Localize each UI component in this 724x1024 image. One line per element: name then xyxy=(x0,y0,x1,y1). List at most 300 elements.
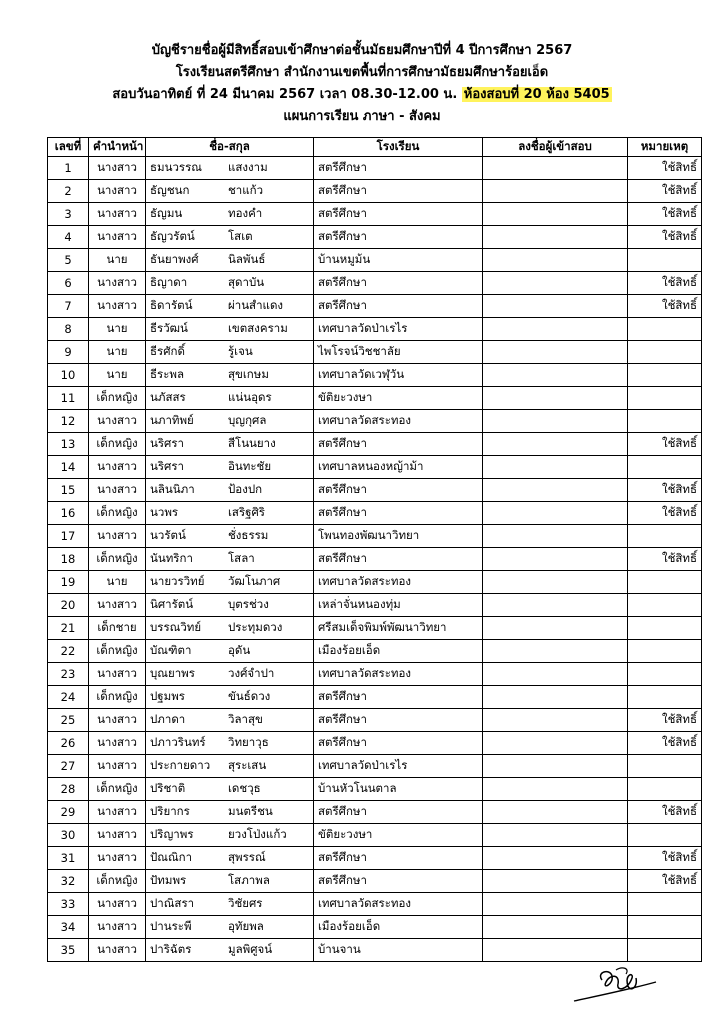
last-name: แน่นอุดร xyxy=(228,390,272,404)
title-line-1: บัญชีรายชื่อผู้มีสิทธิ์สอบเข้าศึกษาต่อชั้นมัธยมศึกษาปีที่ 4 ปีการศึกษา 2567 xyxy=(151,43,573,58)
cell-name xyxy=(146,893,314,916)
cell-name xyxy=(146,686,314,709)
candidate-table xyxy=(47,137,702,962)
cell-signature xyxy=(483,594,628,617)
table-row xyxy=(48,916,702,939)
cell-school: เทศบาลวัดป่าเรไร xyxy=(314,755,483,778)
cell-signature xyxy=(483,801,628,824)
table-row xyxy=(48,295,702,318)
cell-school: เทศบาลวัดป่าเรไร xyxy=(314,318,483,341)
cell-prefix: นาย xyxy=(89,249,146,272)
cell-number: 23 xyxy=(48,663,89,686)
cell-prefix: นางสาว xyxy=(89,939,146,962)
cell-prefix: นางสาว xyxy=(89,893,146,916)
col-header-number: เลขที่ xyxy=(48,138,89,157)
table-row xyxy=(48,893,702,916)
last-name: ป้องปก xyxy=(228,482,263,496)
cell-note xyxy=(628,318,702,341)
last-name: สุระเสน xyxy=(228,758,267,772)
first-name: ปฐมพร xyxy=(150,689,185,703)
cell-signature xyxy=(483,180,628,203)
cell-name xyxy=(146,778,314,801)
cell-number: 18 xyxy=(48,548,89,571)
cell-school: สตรีศึกษา xyxy=(314,295,483,318)
cell-prefix: เด็กหญิง xyxy=(89,433,146,456)
cell-number: 21 xyxy=(48,617,89,640)
cell-school: บ้านจาน xyxy=(314,939,483,962)
col-header-signature: ลงชื่อผู้เข้าสอบ xyxy=(483,138,628,157)
cell-number: 30 xyxy=(48,824,89,847)
cell-school: สตรีศึกษา xyxy=(314,203,483,226)
cell-number: 6 xyxy=(48,272,89,295)
table-row xyxy=(48,410,702,433)
first-name: นวรัตน์ xyxy=(150,528,186,542)
cell-prefix: นางสาว xyxy=(89,456,146,479)
cell-number: 14 xyxy=(48,456,89,479)
cell-name xyxy=(146,180,314,203)
cell-number: 20 xyxy=(48,594,89,617)
first-name: นภาทิพย์ xyxy=(150,413,194,427)
cell-note xyxy=(628,663,702,686)
last-name: บุตรช่วง xyxy=(228,597,269,611)
last-name: ยวงโป่งแก้ว xyxy=(228,827,287,841)
first-name: ธีระพล xyxy=(150,367,185,381)
cell-school: สตรีศึกษา xyxy=(314,479,483,502)
cell-number: 35 xyxy=(48,939,89,962)
cell-name xyxy=(146,364,314,387)
exam-date-text: สอบวันอาทิตย์ ที่ 24 มีนาคม 2567 เวลา 08.30-12.00 น. xyxy=(112,87,458,102)
cell-note xyxy=(628,364,702,387)
table-row xyxy=(48,732,702,755)
cell-name xyxy=(146,571,314,594)
cell-number: 32 xyxy=(48,870,89,893)
cell-note xyxy=(628,778,702,801)
cell-note xyxy=(628,456,702,479)
cell-prefix: เด็กหญิง xyxy=(89,778,146,801)
cell-signature xyxy=(483,341,628,364)
cell-note: ใช้สิทธิ์ xyxy=(628,203,702,226)
last-name: โสลา xyxy=(228,551,255,565)
cell-school: สตรีศึกษา xyxy=(314,226,483,249)
cell-prefix: นาย xyxy=(89,318,146,341)
cell-number: 8 xyxy=(48,318,89,341)
last-name: เสริฐศิริ xyxy=(228,505,265,519)
table-row xyxy=(48,870,702,893)
cell-number: 29 xyxy=(48,801,89,824)
cell-name xyxy=(146,594,314,617)
table-row xyxy=(48,594,702,617)
cell-note xyxy=(628,571,702,594)
cell-school: เมืองร้อยเอ็ด xyxy=(314,640,483,663)
cell-note: ใช้สิทธิ์ xyxy=(628,157,702,180)
table-row xyxy=(48,180,702,203)
cell-number: 19 xyxy=(48,571,89,594)
cell-school: สตรีศึกษา xyxy=(314,502,483,525)
first-name: ปริยากร xyxy=(150,804,190,818)
cell-signature xyxy=(483,387,628,410)
cell-signature xyxy=(483,778,628,801)
cell-school: เทศบาลวัดสระทอง xyxy=(314,663,483,686)
cell-name xyxy=(146,410,314,433)
cell-school: บ้านหมูม้น xyxy=(314,249,483,272)
cell-number: 9 xyxy=(48,341,89,364)
first-name: นลินนิภา xyxy=(150,482,195,496)
last-name: สุขเกษม xyxy=(228,367,269,381)
table-row xyxy=(48,479,702,502)
last-name: แสงงาม xyxy=(228,160,268,174)
cell-school: สตรีศึกษา xyxy=(314,709,483,732)
cell-school: เทศบาลวัดสระทอง xyxy=(314,410,483,433)
cell-signature xyxy=(483,502,628,525)
cell-prefix: นางสาว xyxy=(89,525,146,548)
table-row xyxy=(48,824,702,847)
cell-signature xyxy=(483,824,628,847)
cell-signature xyxy=(483,548,628,571)
cell-note: ใช้สิทธิ์ xyxy=(628,870,702,893)
cell-note: ใช้สิทธิ์ xyxy=(628,847,702,870)
first-name: ธิดารัตน์ xyxy=(150,298,193,312)
first-name: นริศรา xyxy=(150,459,184,473)
first-name: ธีรวัฒน์ xyxy=(150,321,188,335)
last-name: บุญกุศล xyxy=(228,413,267,427)
cell-number: 2 xyxy=(48,180,89,203)
col-header-prefix: คำนำหน้า xyxy=(89,138,146,157)
cell-prefix: นางสาว xyxy=(89,157,146,180)
cell-signature xyxy=(483,640,628,663)
cell-number: 24 xyxy=(48,686,89,709)
cell-school: สตรีศึกษา xyxy=(314,157,483,180)
last-name: สีโนนยาง xyxy=(228,436,276,450)
first-name: ประกายดาว xyxy=(150,758,211,772)
table-row xyxy=(48,847,702,870)
cell-prefix: นางสาว xyxy=(89,824,146,847)
last-name: วงศ์จำปา xyxy=(228,666,275,680)
first-name: บัณฑิตา xyxy=(150,643,192,657)
cell-signature xyxy=(483,203,628,226)
cell-prefix: นาย xyxy=(89,571,146,594)
cell-note: ใช้สิทธิ์ xyxy=(628,502,702,525)
last-name: สุดาบัน xyxy=(228,275,265,289)
cell-number: 3 xyxy=(48,203,89,226)
table-row xyxy=(48,571,702,594)
cell-signature xyxy=(483,709,628,732)
cell-signature xyxy=(483,939,628,962)
cell-name xyxy=(146,456,314,479)
cell-prefix: นางสาว xyxy=(89,479,146,502)
last-name: รู้เจน xyxy=(228,344,253,358)
cell-school: สตรีศึกษา xyxy=(314,732,483,755)
cell-prefix: นาย xyxy=(89,364,146,387)
table-row xyxy=(48,387,702,410)
first-name: ปัทมพร xyxy=(150,873,187,887)
last-name: โสเต xyxy=(228,229,253,243)
cell-note: ใช้สิทธิ์ xyxy=(628,709,702,732)
last-name: ชั่งธรรม xyxy=(228,528,269,542)
cell-school: สตรีศึกษา xyxy=(314,272,483,295)
first-name: ปภาวรินทร์ xyxy=(150,735,206,749)
cell-signature xyxy=(483,847,628,870)
first-name: ปาณิสรา xyxy=(150,896,195,910)
cell-note xyxy=(628,893,702,916)
cell-name xyxy=(146,916,314,939)
cell-name xyxy=(146,870,314,893)
last-name: สุพรรณ์ xyxy=(228,850,266,864)
cell-note: ใช้สิทธิ์ xyxy=(628,479,702,502)
cell-name xyxy=(146,617,314,640)
cell-number: 15 xyxy=(48,479,89,502)
table-row xyxy=(48,939,702,962)
title-line-2: โรงเรียนสตรีศึกษา สำนักงานเขตพื้นที่การศึกษามัธยมศึกษาร้อยเอ็ด xyxy=(175,65,549,80)
cell-signature xyxy=(483,916,628,939)
cell-note: ใช้สิทธิ์ xyxy=(628,801,702,824)
cell-prefix: นางสาว xyxy=(89,594,146,617)
last-name: วิลาสุข xyxy=(228,712,263,726)
last-name: วิชัยศร xyxy=(228,896,263,910)
cell-number: 12 xyxy=(48,410,89,433)
cell-note xyxy=(628,341,702,364)
last-name: นิลพันธ์ xyxy=(228,252,266,266)
table-row xyxy=(48,617,702,640)
first-name: บุณยาพร xyxy=(150,666,195,680)
cell-signature xyxy=(483,755,628,778)
col-header-note: หมายเหตุ xyxy=(628,138,702,157)
cell-prefix: เด็กหญิง xyxy=(89,502,146,525)
cell-name xyxy=(146,295,314,318)
cell-note xyxy=(628,249,702,272)
first-name: ธัญชนก xyxy=(150,183,190,197)
cell-note xyxy=(628,755,702,778)
cell-signature xyxy=(483,893,628,916)
cell-prefix: เด็กหญิง xyxy=(89,870,146,893)
study-plan-line: แผนการเรียน ภาษา - สังคม xyxy=(283,109,441,124)
cell-prefix: นางสาว xyxy=(89,801,146,824)
table-body xyxy=(48,157,702,962)
cell-note: ใช้สิทธิ์ xyxy=(628,272,702,295)
cell-note: ใช้สิทธิ์ xyxy=(628,548,702,571)
table-row xyxy=(48,525,702,548)
cell-number: 5 xyxy=(48,249,89,272)
cell-prefix: นางสาว xyxy=(89,709,146,732)
cell-prefix: นางสาว xyxy=(89,272,146,295)
cell-number: 13 xyxy=(48,433,89,456)
cell-signature xyxy=(483,272,628,295)
cell-signature xyxy=(483,226,628,249)
cell-name xyxy=(146,433,314,456)
first-name: ธีรศักดิ์ xyxy=(150,344,185,358)
first-name: นันทริกา xyxy=(150,551,193,565)
table-row xyxy=(48,272,702,295)
cell-signature xyxy=(483,686,628,709)
cell-number: 31 xyxy=(48,847,89,870)
table-row xyxy=(48,456,702,479)
first-name: ธิญาดา xyxy=(150,275,188,289)
cell-number: 28 xyxy=(48,778,89,801)
cell-school: ขัติยะวงษา xyxy=(314,387,483,410)
first-name: นริศรา xyxy=(150,436,184,450)
cell-prefix: เด็กหญิง xyxy=(89,387,146,410)
cell-note: ใช้สิทธิ์ xyxy=(628,180,702,203)
table-row xyxy=(48,663,702,686)
cell-name xyxy=(146,226,314,249)
cell-number: 26 xyxy=(48,732,89,755)
table-row xyxy=(48,502,702,525)
cell-prefix: เด็กชาย xyxy=(89,617,146,640)
last-name: มูลพิศูจน์ xyxy=(228,942,273,956)
table-row xyxy=(48,548,702,571)
cell-name xyxy=(146,732,314,755)
cell-number: 10 xyxy=(48,364,89,387)
cell-signature xyxy=(483,571,628,594)
cell-prefix: นางสาว xyxy=(89,755,146,778)
table-row xyxy=(48,686,702,709)
first-name: ปัณณิกา xyxy=(150,850,193,864)
cell-prefix: เด็กหญิง xyxy=(89,686,146,709)
cell-school: เทศบาลหนองหญ้าม้า xyxy=(314,456,483,479)
cell-signature xyxy=(483,617,628,640)
last-name: เดชวุธ xyxy=(228,781,261,795)
last-name: ชาแก้ว xyxy=(228,183,264,197)
last-name: อุดัน xyxy=(228,643,251,657)
cell-name xyxy=(146,939,314,962)
table-row xyxy=(48,341,702,364)
cell-name xyxy=(146,640,314,663)
cell-note xyxy=(628,617,702,640)
cell-note xyxy=(628,939,702,962)
cell-number: 33 xyxy=(48,893,89,916)
cell-number: 27 xyxy=(48,755,89,778)
first-name: ธันยาพงศ์ xyxy=(150,252,199,266)
cell-school: เทศบาลวัดสระทอง xyxy=(314,893,483,916)
cell-name xyxy=(146,387,314,410)
table-row xyxy=(48,364,702,387)
last-name: ประทุมดวง xyxy=(228,620,283,634)
cell-name xyxy=(146,272,314,295)
cell-note: ใช้สิทธิ์ xyxy=(628,732,702,755)
exam-date-line xyxy=(0,84,724,106)
first-name: นิศารัตน์ xyxy=(150,597,194,611)
cell-school: สตรีศึกษา xyxy=(314,180,483,203)
cell-number: 1 xyxy=(48,157,89,180)
cell-school: ศรีสมเด็จพิมพ์พัฒนาวิทยา xyxy=(314,617,483,640)
cell-note xyxy=(628,640,702,663)
cell-number: 4 xyxy=(48,226,89,249)
col-header-school: โรงเรียน xyxy=(314,138,483,157)
cell-name xyxy=(146,479,314,502)
cell-signature xyxy=(483,157,628,180)
first-name: ธัญมน xyxy=(150,206,183,220)
cell-school: สตรีศึกษา xyxy=(314,870,483,893)
cell-note: ใช้สิทธิ์ xyxy=(628,433,702,456)
cell-name xyxy=(146,203,314,226)
cell-signature xyxy=(483,663,628,686)
document-header xyxy=(0,40,724,128)
table-row xyxy=(48,157,702,180)
cell-school: บ้านหัวโนนตาล xyxy=(314,778,483,801)
first-name: ธัญวรัตน์ xyxy=(150,229,195,243)
table-row xyxy=(48,778,702,801)
last-name: ขันธ์ดวง xyxy=(228,689,271,703)
first-name: ปริชาติ xyxy=(150,781,186,795)
cell-name xyxy=(146,801,314,824)
cell-prefix: นางสาว xyxy=(89,203,146,226)
cell-school: ไพโรจน์วิชชาลัย xyxy=(314,341,483,364)
last-name: ทองคำ xyxy=(228,206,263,220)
cell-name xyxy=(146,249,314,272)
cell-signature xyxy=(483,295,628,318)
cell-note: ใช้สิทธิ์ xyxy=(628,226,702,249)
cell-note xyxy=(628,686,702,709)
cell-note xyxy=(628,916,702,939)
cell-note: ใช้สิทธิ์ xyxy=(628,295,702,318)
cell-school: เมืองร้อยเอ็ด xyxy=(314,916,483,939)
table-header-row xyxy=(48,138,702,157)
cell-prefix: นางสาว xyxy=(89,663,146,686)
first-name: ธมนวรรณ xyxy=(150,160,202,174)
last-name: มนตรีชน xyxy=(228,804,273,818)
cell-name xyxy=(146,548,314,571)
cell-school: เหล่าจั่นหนองทุ่ม xyxy=(314,594,483,617)
cell-name xyxy=(146,525,314,548)
cell-prefix: นางสาว xyxy=(89,916,146,939)
cell-number: 16 xyxy=(48,502,89,525)
cell-number: 22 xyxy=(48,640,89,663)
cell-prefix: นาย xyxy=(89,341,146,364)
first-name: ปภาดา xyxy=(150,712,186,726)
cell-signature xyxy=(483,364,628,387)
cell-signature xyxy=(483,456,628,479)
exam-room-highlight: ห้องสอบที่ 20 ห้อง 5405 xyxy=(463,87,610,102)
col-header-name: ชื่อ-สกุล xyxy=(146,138,314,157)
cell-prefix: นางสาว xyxy=(89,180,146,203)
cell-signature xyxy=(483,525,628,548)
cell-school: สตรีศึกษา xyxy=(314,686,483,709)
first-name: นภัสสร xyxy=(150,390,186,404)
cell-name xyxy=(146,157,314,180)
table-row xyxy=(48,640,702,663)
cell-prefix: นางสาว xyxy=(89,295,146,318)
cell-signature xyxy=(483,249,628,272)
cell-school: เทศบาลวัดเวฬุวัน xyxy=(314,364,483,387)
cell-school: ขัติยะวงษา xyxy=(314,824,483,847)
table-row xyxy=(48,318,702,341)
table-row xyxy=(48,203,702,226)
cell-note xyxy=(628,387,702,410)
last-name: ผ่านสำแดง xyxy=(228,298,284,312)
table-row xyxy=(48,801,702,824)
first-name: ปานระพี xyxy=(150,919,192,933)
last-name: วัฒโนภาศ xyxy=(228,574,281,588)
cell-name xyxy=(146,709,314,732)
cell-note xyxy=(628,594,702,617)
first-name: ปริญาพร xyxy=(150,827,194,841)
cell-school: สตรีศึกษา xyxy=(314,801,483,824)
cell-number: 11 xyxy=(48,387,89,410)
cell-note xyxy=(628,410,702,433)
cell-prefix: นางสาว xyxy=(89,410,146,433)
table-row xyxy=(48,433,702,456)
cell-signature xyxy=(483,410,628,433)
cell-name xyxy=(146,502,314,525)
cell-signature xyxy=(483,870,628,893)
cell-prefix: เด็กหญิง xyxy=(89,640,146,663)
first-name: นายวรวิทย์ xyxy=(150,574,205,588)
cell-school: เทศบาลวัดสระทอง xyxy=(314,571,483,594)
first-name: บรรณวิทย์ xyxy=(150,620,202,634)
cell-name xyxy=(146,824,314,847)
last-name: เขตสงคราม xyxy=(228,321,288,335)
first-name: นวพร xyxy=(150,505,179,519)
first-name: ปาริฉัตร xyxy=(150,942,192,956)
